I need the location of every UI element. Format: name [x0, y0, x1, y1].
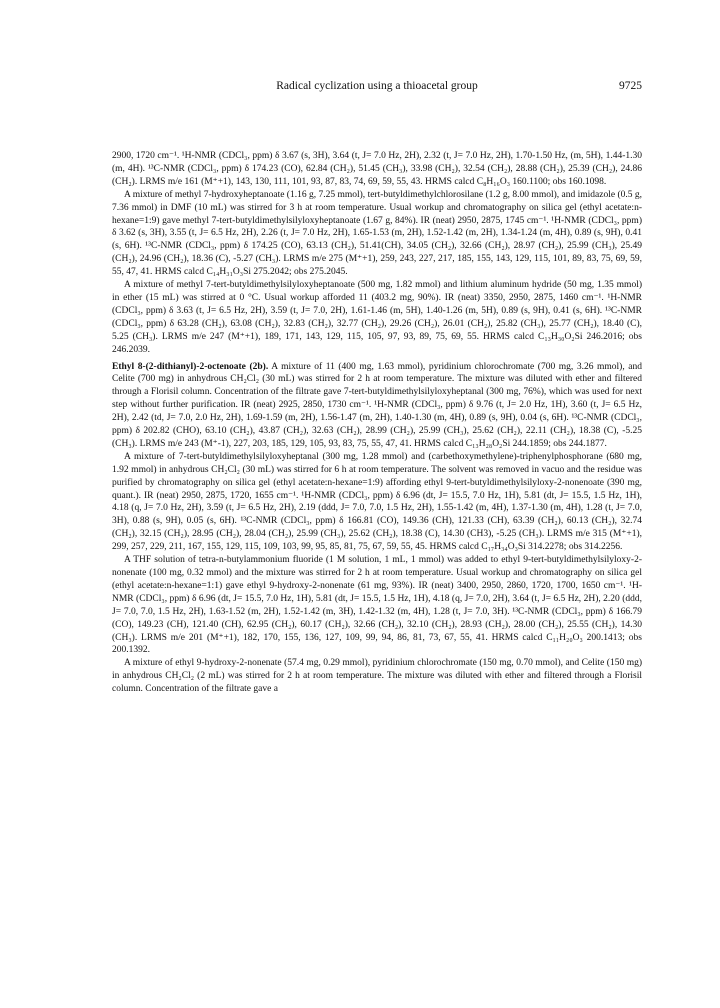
paragraph-silylation: A mixture of methyl 7-hydroxyheptanoate (1.16 g, 7.25 mmol), tert-butyldimethylchlorosilane (1.2 g, 8.00 mmol), and imidazole (0.5 g, 7.36 mmol) in DMF (10 mL) was stirred for 3 h at room temperature. Usual workup and chromatography on silica gel (ethyl acetate:n-hexane=1:9) gave methyl 7-tert-butyldimethylsilyloxyheptanoate (1.67 g, 84%). IR (neat) 2950, 2875, 1745 cm⁻¹. ¹H-NMR (CDCl₃, ppm) δ 3.62 (s, 3H), 3.55 (t, J= 6.5 Hz, 2H), 2.26 (t, J= 7.0 Hz, 2H), 1.65-1.53 (m, 2H), 1.52-1.42 (m, 2H), 1.34-1.24 (m, 4H), 0.89 (s, 9H), 0.41 (s, 6H). ¹³C-NMR (CDCl₃, ppm) δ 174.25 (CO), 63.13 (CH₂), 51.41(CH), 34.05 (CH₂), 32.66 (CH₂), 28.97 (CH₂), 25.99 (CH₃), 25.49 (CH₂), 24.96 (CH₂), 18.36 (C), -5.27 (CH₃). LRMS m/e 275 (M⁺+1), 259, 243, 227, 217, 185, 155, 143, 129, 115, 101, 89, 83, 75, 69, 59, 55, 47, 41. HRMS calcd C₁₄H₃₁O₃Si 275.2042; obs 275.2045.: [112, 189, 642, 278]
experimental-section: [112, 150, 642, 696]
running-head-title: Radical cyclization using a thioacetal group: [276, 80, 478, 92]
paragraph-reduction: A mixture of methyl 7-tert-butyldimethylsilyloxyheptanoate (500 mg, 1.82 mmol) and lithium aluminum hydride (50 mg, 1.35 mmol) in ether (15 mL) was stirred at 0 °C. Usual workup afforded 11 (403.2 mg, 90%). IR (neat) 3350, 2950, 2875, 1460 cm⁻¹. ¹H-NMR (CDCl₃, ppm) δ 3.63 (t, J= 6.5 Hz, 2H), 3.59 (t, J= 7.0, 2H), 1.61-1.46 (m, 5H), 1.40-1.26 (m, 5H), 0.89 (s, 9H), 0.41 (s, 6H). ¹³C-NMR (CDCl₃, ppm) δ 63.28 (CH₂), 63.08 (CH₂), 32.83 (CH₂), 32.77 (CH₂), 29.26 (CH₂), 26.01 (CH₂), 25.82 (CH₃), 25.77 (CH₂), 18.40 (C), 5.25 (CH₃). LRMS m/e 247 (M⁺+1), 189, 171, 143, 129, 115, 105, 97, 93, 89, 75, 69, 55. HRMS calcd C₁₃H₃₀O₂Si 246.2016; obs 246.2039.: [112, 280, 642, 355]
paragraph-oxidation: A mixture of ethyl 9-hydroxy-2-nonenate (57.4 mg, 0.29 mmol), pyridinium chlorochromate (150 mg, 0.70 mmol), and Celite (150 mg) in anhydrous CH₂Cl₂ (2 mL) was stirred for 2 h at room temperature. The mixture was diluted with ether and filtered through a Florisil column. Concentration of the filtrate gave a: [112, 658, 642, 695]
running-head: [112, 80, 642, 96]
paragraph-wittig: A mixture of 7-tert-butyldimethylsilyloxyheptanal (300 mg, 1.28 mmol) and (carbethoxymethylene)-triphenylphosphorane (680 mg, 1.92 mmol) in anhydrous CH₂Cl₂ (30 mL) was stirred for 6 h at room temperature. The solvent was removed in vacuo and the residue was purified by chromatography on silica gel (ethyl acetate:n-hexane=1:9) affording ethyl 9-tert-butyldimethylsilyloxy-2-nonenoate (390 mg, quant.). IR (neat) 2950, 2875, 1720, 1655 cm⁻¹. ¹H-NMR (CDCl₃, ppm) δ 6.96 (dt, J= 15.5, 7.0 Hz, 1H), 5.81 (dt, J= 15.5, 1.5 Hz, 1H), 4.18 (q, J= 7.0 Hz, 2H), 3.59 (t, J= 6.5 Hz, 2H), 2.19 (ddd, J= 7.0, 7.0, 1.5 Hz, 2H), 1.55-1.42 (m, 4H), 1.37-1.30 (m, 4H), 1.28 (t, J= 7.0, 3H), 0.88 (s, 9H), 0.05 (s, 6H). ¹³C-NMR (CDCl₃, ppm) δ 166.81 (CO), 149.36 (CH), 121.33 (CH), 63.39 (CH₂), 60.13 (CH₂), 32.74 (CH₂), 32.15 (CH₂), 28.95 (CH₂), 28.04 (CH₂), 25.99 (CH₃), 25.62 (CH₂), 18.38 (C), 14.30 (CH3), -5.25 (CH₃). LRMS m/e 315 (M⁺+1), 299, 257, 229, 211, 167, 155, 129, 115, 109, 103, 99, 95, 85, 81, 75, 67, 59, 55, 45. HRMS calcd C₁₇H₃₄O₃Si 314.2278; obs 314.2256.: [112, 451, 642, 553]
paragraph-compound-2b: Ethyl 8-(2-dithianyl)-2-octenoate (2b). A mixture of 11 (400 mg, 1.63 mmol), pyridinium chlorochromate (700 mg, 3.26 mmol), and Celite (700 mg) in anhydrous CH₂Cl₂ (30 mL) was stirred for 2 h at room temperature. The mixture was diluted with ether and filtered through a Florisil column. Concentration of the filtrate gave 7-tert-butyldimethylsilyloxyheptanal (300 mg, 76%), which was used for next step without further purification. IR (neat) 2925, 2850, 1730 cm⁻¹. ¹H-NMR (CDCl₃, ppm) δ 9.76 (t, J= 2.0 Hz, 1H), 3.60 (t, J= 6.5 Hz, 2H), 2.42 (td, J= 7.0, 2.0 Hz, 2H), 1.69-1.59 (m, 2H), 1.56-1.47 (m, 2H), 1.40-1.30 (m, 4H), 0.89 (s, 9H), 0.04 (s, 6H). ¹³C-NMR (CDCl₃, ppm) δ 202.82 (CHO), 63.10 (CH₂), 43.87 (CH₂), 32.63 (CH₂), 28.99 (CH₂), 25.99 (CH₃), 25.62 (CH₂), 22.11 (CH₂), 18.38 (C), -5.25 (CH₃). LRMS m/e 243 (M⁺-1), 227, 203, 185, 129, 105, 93, 83, 75, 55, 47, 41. HRMS calcd C₁₃H₂₈O₂Si 244.1859; obs 244.1877.: [112, 361, 642, 449]
paragraph-desilylation: A THF solution of tetra-n-butylammonium fluoride (1 M solution, 1 mL, 1 mmol) was added to ethyl 9-tert-butyldimethylsilyloxy-2-nonenate (100 mg, 0.32 mmol) and the mixture was stirred for 2 h at room temperature. Usual workup and chromatography on silica gel (ethyl acetate:n-hexane=1:1) gave ethyl 9-hydroxy-2-nonenate (61 mg, 93%). IR (neat) 3400, 2950, 2860, 1720, 1700, 1650 cm⁻¹. ¹H-NMR (CDCl₃, ppm) δ 6.96 (dt, J= 15.5, 7.0 Hz, 1H), 5.81 (dt, J= 15.5, 1.5 Hz, 1H), 4.18 (q, J= 7.0, 2H), 3.64 (t, J= 6.5 Hz, 2H), 2.20 (ddd, J= 7.0, 7.0, 1.5 Hz, 2H), 1.63-1.52 (m, 2H), 1.52-1.42 (m, 3H), 1.42-1.32 (m, 4H), 1.28 (t, J= 7.0, 3H). ¹³C-NMR (CDCl₃, ppm) δ 166.79 (CO), 149.23 (CH), 121.40 (CH), 62.95 (CH₂), 60.17 (CH₂), 32.66 (CH₂), 32.10 (CH₂), 28.93 (CH₂), 28.00 (CH₂), 25.55 (CH₂), 14.30 (CH₃). LRMS m/e 201 (M⁺+1), 182, 170, 155, 136, 127, 109, 99, 94, 86, 81, 73, 67, 55, 41. HRMS calcd C₁₁H₂₀O₃ 200.1413; obs 200.1392.: [112, 555, 642, 656]
page-number: 9725: [619, 80, 642, 92]
compound-heading: Ethyl 8-(2-dithianyl)-2-octenoate (2b).: [112, 361, 269, 372]
paragraph-spectral-data: 2900, 1720 cm⁻¹. ¹H-NMR (CDCl₃, ppm) δ 3.67 (s, 3H), 3.64 (t, J= 7.0 Hz, 2H), 2.32 (t, J= 7.0 Hz, 2H), 1.70-1.50 Hz, (m, 5H), 1.44-1.30 (m, 4H). ¹³C-NMR (CDCl₃, ppm) δ 174.23 (CO), 62.84 (CH₂), 51.45 (CH₃), 33.98 (CH₂), 32.54 (CH₂), 28.88 (CH₂), 25.39 (CH₂), 24.86 (CH₂). LRMS m/e 161 (M⁺+1), 143, 130, 111, 101, 93, 87, 83, 74, 69, 59, 55, 43. HRMS calcd C₈H₁₆O₃ 160.1100; obs 160.1098.: [112, 151, 642, 187]
